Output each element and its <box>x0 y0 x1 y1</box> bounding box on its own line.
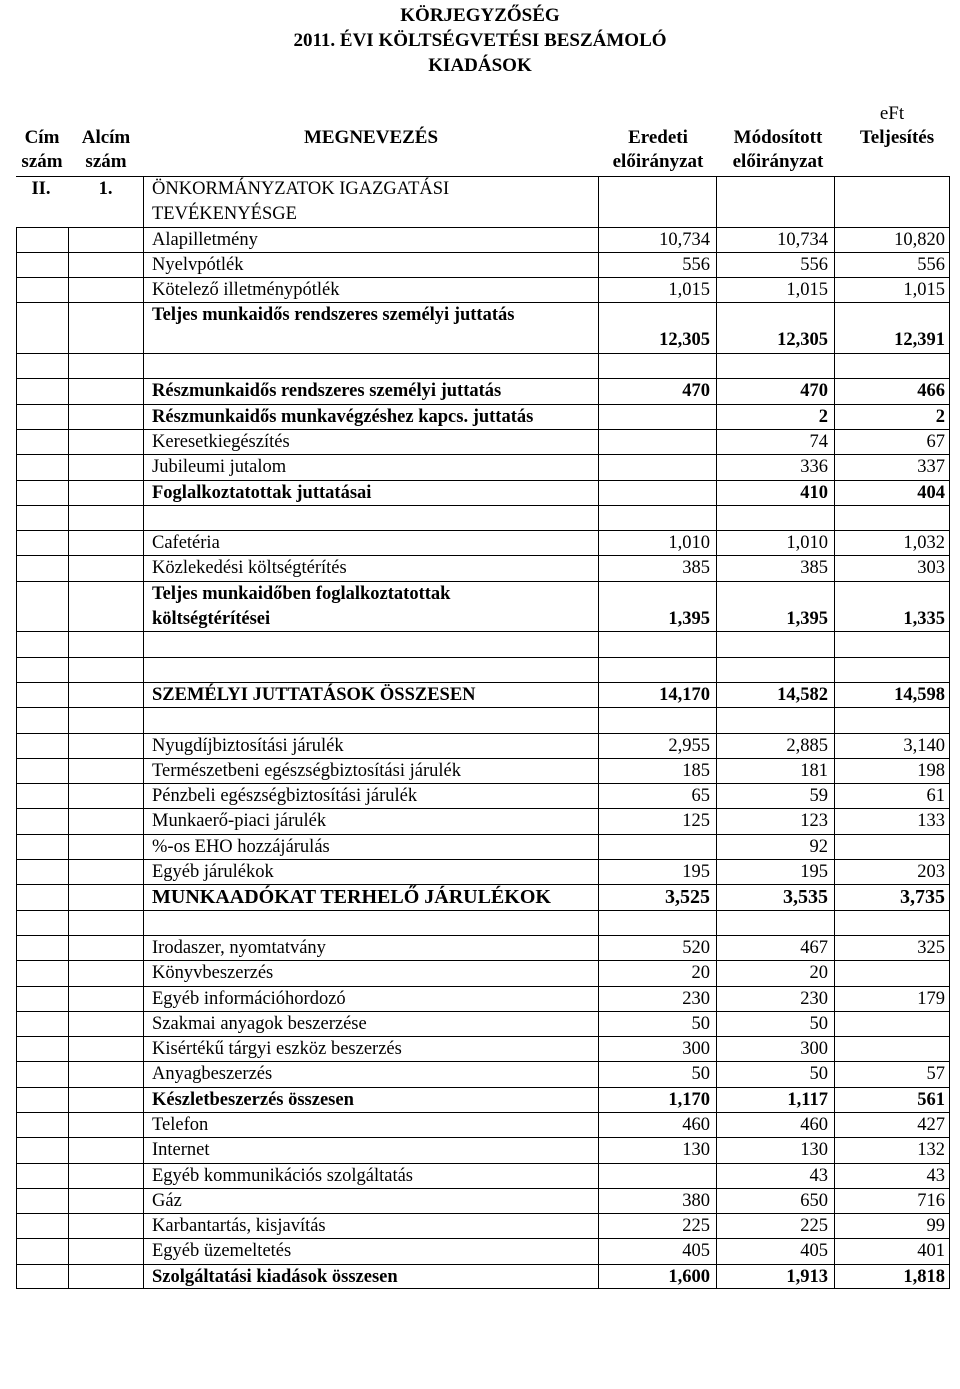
cell-modified: 336 <box>716 455 834 479</box>
table-row <box>16 1061 950 1086</box>
table-row <box>16 227 950 252</box>
cell-modified: 405 <box>716 1239 834 1263</box>
cell-cim <box>16 430 68 454</box>
cell-modified: 225 <box>716 1214 834 1238</box>
table-row <box>16 581 950 632</box>
cell-alcim <box>68 582 143 632</box>
cell-actual: 12,391 <box>834 303 950 353</box>
cell-original <box>598 911 716 935</box>
cell-cim <box>16 253 68 277</box>
cell-cim <box>16 658 68 682</box>
table-row <box>16 1087 950 1112</box>
cell-original <box>598 708 716 732</box>
cell-original <box>598 632 716 656</box>
cell-actual <box>834 632 950 656</box>
cell-actual: 14,598 <box>834 683 950 707</box>
cell-original: 1,010 <box>598 531 716 555</box>
table-row <box>16 404 950 429</box>
cell-original: 14,170 <box>598 683 716 707</box>
cell-actual: 2 <box>834 405 950 429</box>
cell-original: 405 <box>598 1239 716 1263</box>
table-row <box>16 378 950 403</box>
cell-alcim <box>68 379 143 403</box>
cell-cim <box>16 1164 68 1188</box>
cell-alcim <box>68 1037 143 1061</box>
cell-cim <box>16 1214 68 1238</box>
table-row <box>16 733 950 758</box>
cell-actual <box>834 1037 950 1061</box>
cell-cim <box>16 455 68 479</box>
cell-modified: 50 <box>716 1062 834 1086</box>
cell-alcim <box>68 1214 143 1238</box>
cell-actual: 1,335 <box>834 582 950 632</box>
cell-original: 12,305 <box>598 303 716 353</box>
cell-name: Pénzbeli egészségbiztosítási járulék <box>143 784 598 808</box>
cell-alcim <box>68 809 143 833</box>
cell-name: Egyéb üzemeltetés <box>143 1239 598 1263</box>
cell-modified: 12,305 <box>716 303 834 353</box>
table-row <box>16 505 950 530</box>
cell-cim <box>16 936 68 960</box>
cell-modified: 3,535 <box>716 885 834 909</box>
cell-actual: 43 <box>834 1164 950 1188</box>
cell-cim <box>16 911 68 935</box>
cell-modified: 130 <box>716 1138 834 1162</box>
cell-cim <box>16 759 68 783</box>
cell-cim <box>16 405 68 429</box>
cell-modified: 123 <box>716 809 834 833</box>
cell-actual: 466 <box>834 379 950 403</box>
cell-original: 65 <box>598 784 716 808</box>
cell-cim <box>16 379 68 403</box>
cell-alcim <box>68 278 143 302</box>
cell-name: Foglalkoztatottak juttatásai <box>143 481 598 505</box>
cell-alcim <box>68 835 143 859</box>
table-row <box>16 935 950 960</box>
table-row <box>16 657 950 682</box>
cell-original: 10,734 <box>598 228 716 252</box>
cell-name: Nyelvpótlék <box>143 253 598 277</box>
cell-original: 470 <box>598 379 716 403</box>
cell-actual: 3,735 <box>834 885 950 909</box>
cell-name: Egyéb járulékok <box>143 860 598 884</box>
cell-original <box>598 1164 716 1188</box>
cell-cim <box>16 1138 68 1162</box>
cell-alcim <box>68 759 143 783</box>
column-modified: Módosított előirányzat <box>732 127 824 172</box>
section-row <box>16 176 950 227</box>
cell-modified <box>716 506 834 530</box>
cell-original: 520 <box>598 936 716 960</box>
cell-cim <box>16 1012 68 1036</box>
cell-alcim <box>68 556 143 580</box>
cell-actual: 337 <box>834 455 950 479</box>
table-row <box>16 1213 950 1238</box>
table-row <box>16 1036 950 1061</box>
table-row <box>16 986 950 1011</box>
cell-cim <box>16 354 68 378</box>
cell-cim <box>16 303 68 353</box>
table-row <box>16 707 950 732</box>
cell-modified <box>716 632 834 656</box>
cell-name: Szolgáltatási kiadások összesen <box>143 1265 598 1288</box>
cell-name <box>143 632 598 656</box>
cell-actual <box>834 1012 950 1036</box>
cell-name: Kisértékű tárgyi eszköz beszerzés <box>143 1037 598 1061</box>
cell-name: Szakmai anyagok beszerzése <box>143 1012 598 1036</box>
table-row <box>16 960 950 985</box>
cell-modified: 74 <box>716 430 834 454</box>
table-row <box>16 1137 950 1162</box>
cell-name: Irodaszer, nyomtatvány <box>143 936 598 960</box>
cell-actual: 99 <box>834 1214 950 1238</box>
cell-alcim <box>68 506 143 530</box>
cell-alcim <box>68 430 143 454</box>
table-row <box>16 1238 950 1263</box>
cell-name: Egyéb információhordozó <box>143 987 598 1011</box>
cell-actual: 303 <box>834 556 950 580</box>
cell-modified: 385 <box>716 556 834 580</box>
table-row <box>16 910 950 935</box>
budget-table <box>16 176 950 1289</box>
cell-modified: 181 <box>716 759 834 783</box>
report-section: KIADÁSOK <box>428 55 532 76</box>
section-cim: II. <box>31 179 51 199</box>
cell-modified: 43 <box>716 1164 834 1188</box>
cell-alcim <box>68 961 143 985</box>
cell-name <box>143 354 598 378</box>
cell-cim <box>16 1239 68 1263</box>
cell-name <box>143 582 598 632</box>
cell-name: Gáz <box>143 1189 598 1213</box>
cell-actual: 198 <box>834 759 950 783</box>
cell-original: 1,170 <box>598 1088 716 1112</box>
cell-original <box>598 354 716 378</box>
cell-name <box>143 708 598 732</box>
cell-cim <box>16 987 68 1011</box>
cell-alcim <box>68 354 143 378</box>
cell-cim <box>16 734 68 758</box>
cell-modified: 195 <box>716 860 834 884</box>
cell-cim <box>16 1189 68 1213</box>
cell-cim <box>16 228 68 252</box>
cell-actual <box>834 506 950 530</box>
cell-alcim <box>68 860 143 884</box>
cell-modified: 92 <box>716 835 834 859</box>
cell-cim <box>16 1037 68 1061</box>
cell-alcim <box>68 1138 143 1162</box>
table-row <box>16 859 950 884</box>
report-title: KÖRJEGYZŐSÉG <box>400 5 560 26</box>
cell-modified: 20 <box>716 961 834 985</box>
cell-alcim <box>68 885 143 909</box>
cell-modified: 410 <box>716 481 834 505</box>
cell-actual: 10,820 <box>834 228 950 252</box>
cell-alcim <box>68 228 143 252</box>
cell-cim <box>16 860 68 884</box>
table-row <box>16 758 950 783</box>
cell-actual: 67 <box>834 430 950 454</box>
cell-original <box>598 658 716 682</box>
cell-original <box>598 430 716 454</box>
cell-actual: 716 <box>834 1189 950 1213</box>
cell-actual: 1,032 <box>834 531 950 555</box>
cell-name: Egyéb kommunikációs szolgáltatás <box>143 1164 598 1188</box>
cell-alcim <box>68 911 143 935</box>
cell-actual <box>834 835 950 859</box>
table-row <box>16 555 950 580</box>
cell-original: 230 <box>598 987 716 1011</box>
cell-actual: 203 <box>834 860 950 884</box>
cell-name: Teljes munkaidős rendszeres személyi juttatás <box>143 303 598 353</box>
cell-cim <box>16 1265 68 1288</box>
table-row <box>16 1011 950 1036</box>
cell-name: Cafetéria <box>143 531 598 555</box>
cell-modified <box>716 708 834 732</box>
cell-name: Kötelező illetménypótlék <box>143 278 598 302</box>
cell-alcim <box>68 1164 143 1188</box>
cell-name: Nyugdíjbiztosítási járulék <box>143 734 598 758</box>
cell-original: 460 <box>598 1113 716 1137</box>
cell-original <box>598 405 716 429</box>
cell-original: 380 <box>598 1189 716 1213</box>
cell-modified: 467 <box>716 936 834 960</box>
cell-actual: 132 <box>834 1138 950 1162</box>
cell-actual: 427 <box>834 1113 950 1137</box>
table-row <box>16 353 950 378</box>
cell-actual: 133 <box>834 809 950 833</box>
cell-modified: 1,395 <box>716 582 834 632</box>
cell-alcim <box>68 1062 143 1086</box>
cell-alcim <box>68 784 143 808</box>
cell-original <box>598 455 716 479</box>
cell-cim <box>16 885 68 909</box>
cell-alcim <box>68 405 143 429</box>
cell-actual: 1,015 <box>834 278 950 302</box>
table-row <box>16 834 950 859</box>
cell-cim <box>16 784 68 808</box>
cell-name: Részmunkaidős rendszeres személyi juttatás <box>143 379 598 403</box>
unit-label: eFt <box>879 103 905 124</box>
cell-original: 50 <box>598 1062 716 1086</box>
cell-original: 1,395 <box>598 582 716 632</box>
cell-name: MUNKAADÓKAT TERHELŐ JÁRULÉKOK <box>143 885 598 909</box>
cell-cim <box>16 531 68 555</box>
cell-actual: 179 <box>834 987 950 1011</box>
cell-cim <box>16 506 68 530</box>
table-row <box>16 682 950 707</box>
table-row <box>16 631 950 656</box>
cell-actual: 561 <box>834 1088 950 1112</box>
table-row <box>16 808 950 833</box>
cell-modified <box>716 658 834 682</box>
cell-actual <box>834 708 950 732</box>
cell-alcim <box>68 683 143 707</box>
column-original: Eredeti előirányzat <box>612 127 704 172</box>
cell-modified <box>716 354 834 378</box>
cell-alcim <box>68 658 143 682</box>
cell-actual: 556 <box>834 253 950 277</box>
cell-name-line: költségtérítései <box>152 608 271 629</box>
column-cim: Cím szám <box>21 127 63 172</box>
table-row <box>16 1112 950 1137</box>
cell-actual: 325 <box>834 936 950 960</box>
cell-alcim <box>68 1088 143 1112</box>
cell-cim <box>16 481 68 505</box>
cell-name: Készletbeszerzés összesen <box>143 1088 598 1112</box>
cell-name <box>143 506 598 530</box>
cell-original: 1,015 <box>598 278 716 302</box>
cell-alcim <box>68 455 143 479</box>
cell-modified: 2 <box>716 405 834 429</box>
cell-alcim <box>68 253 143 277</box>
cell-original: 195 <box>598 860 716 884</box>
cell-original: 556 <box>598 253 716 277</box>
cell-name <box>143 658 598 682</box>
cell-modified: 1,010 <box>716 531 834 555</box>
cell-actual <box>834 911 950 935</box>
cell-alcim <box>68 708 143 732</box>
cell-name: Könyvbeszerzés <box>143 961 598 985</box>
cell-original: 300 <box>598 1037 716 1061</box>
section-name: ÖNKORMÁNYZATOK IGAZGATÁSI TEVÉKENYÉSGE <box>143 177 598 227</box>
cell-alcim <box>68 936 143 960</box>
cell-alcim <box>68 481 143 505</box>
section-alcim: 1. <box>98 179 113 199</box>
cell-original <box>598 835 716 859</box>
table-row <box>16 277 950 302</box>
cell-modified: 460 <box>716 1113 834 1137</box>
cell-modified: 650 <box>716 1189 834 1213</box>
cell-actual: 1,818 <box>834 1265 950 1288</box>
table-row <box>16 454 950 479</box>
cell-original: 1,600 <box>598 1265 716 1288</box>
cell-original: 20 <box>598 961 716 985</box>
cell-original <box>598 481 716 505</box>
cell-name: Részmunkaidős munkavégzéshez kapcs. juttatás <box>143 405 598 429</box>
cell-original: 125 <box>598 809 716 833</box>
cell-original: 3,525 <box>598 885 716 909</box>
cell-cim <box>16 278 68 302</box>
cell-modified: 10,734 <box>716 228 834 252</box>
cell-modified: 1,913 <box>716 1265 834 1288</box>
cell-original: 130 <box>598 1138 716 1162</box>
cell-name: Közlekedési költségtérítés <box>143 556 598 580</box>
table-row <box>16 530 950 555</box>
cell-modified: 14,582 <box>716 683 834 707</box>
cell-original <box>598 506 716 530</box>
cell-modified <box>716 911 834 935</box>
cell-modified: 59 <box>716 784 834 808</box>
table-row <box>16 1188 950 1213</box>
cell-name: Telefon <box>143 1113 598 1137</box>
cell-cim <box>16 961 68 985</box>
cell-name: SZEMÉLYI JUTTATÁSOK ÖSSZESEN <box>143 683 598 707</box>
cell-modified: 230 <box>716 987 834 1011</box>
cell-modified: 1,117 <box>716 1088 834 1112</box>
cell-original: 50 <box>598 1012 716 1036</box>
table-row <box>16 783 950 808</box>
cell-name: Internet <box>143 1138 598 1162</box>
cell-alcim <box>68 531 143 555</box>
cell-modified: 1,015 <box>716 278 834 302</box>
cell-alcim <box>68 1189 143 1213</box>
cell-cim <box>16 556 68 580</box>
cell-cim <box>16 582 68 632</box>
cell-cim <box>16 683 68 707</box>
cell-name: Jubileumi jutalom <box>143 455 598 479</box>
cell-name-line: Teljes munkaidőben foglalkoztatottak <box>152 583 451 604</box>
cell-actual: 3,140 <box>834 734 950 758</box>
table-row <box>16 429 950 454</box>
cell-name: Keresetkiegészítés <box>143 430 598 454</box>
table-row <box>16 884 950 909</box>
cell-original: 225 <box>598 1214 716 1238</box>
cell-actual <box>834 961 950 985</box>
cell-alcim <box>68 632 143 656</box>
cell-modified: 470 <box>716 379 834 403</box>
cell-cim <box>16 632 68 656</box>
cell-modified: 50 <box>716 1012 834 1036</box>
cell-original: 385 <box>598 556 716 580</box>
cell-name: Karbantartás, kisjavítás <box>143 1214 598 1238</box>
cell-modified: 556 <box>716 253 834 277</box>
cell-name: %-os EHO hozzájárulás <box>143 835 598 859</box>
cell-cim <box>16 835 68 859</box>
cell-name: Természetbeni egészségbiztosítási járulék <box>143 759 598 783</box>
cell-actual <box>834 658 950 682</box>
cell-alcim <box>68 303 143 353</box>
table-row <box>16 1163 950 1188</box>
cell-actual <box>834 354 950 378</box>
cell-actual: 401 <box>834 1239 950 1263</box>
cell-cim <box>16 708 68 732</box>
cell-actual: 61 <box>834 784 950 808</box>
cell-cim <box>16 1113 68 1137</box>
cell-alcim <box>68 734 143 758</box>
column-actual: Teljesítés <box>859 127 935 148</box>
cell-alcim <box>68 1239 143 1263</box>
cell-name: Alapilletmény <box>143 228 598 252</box>
cell-alcim <box>68 1012 143 1036</box>
cell-actual: 57 <box>834 1062 950 1086</box>
cell-name <box>143 911 598 935</box>
column-header <box>0 126 960 176</box>
table-row <box>16 1264 950 1289</box>
report-subtitle: 2011. ÉVI KÖLTSÉGVETÉSI BESZÁMOLÓ <box>293 30 667 51</box>
cell-alcim <box>68 1113 143 1137</box>
cell-original: 185 <box>598 759 716 783</box>
column-name: MEGNEVEZÉS <box>303 127 439 148</box>
table-row <box>16 252 950 277</box>
cell-cim <box>16 1062 68 1086</box>
table-row <box>16 480 950 505</box>
cell-modified: 300 <box>716 1037 834 1061</box>
cell-actual: 404 <box>834 481 950 505</box>
cell-cim <box>16 809 68 833</box>
cell-alcim <box>68 1265 143 1288</box>
cell-alcim <box>68 987 143 1011</box>
cell-name: Munkaerő-piaci járulék <box>143 809 598 833</box>
cell-name: Anyagbeszerzés <box>143 1062 598 1086</box>
cell-cim <box>16 1088 68 1112</box>
cell-modified: 2,885 <box>716 734 834 758</box>
column-alcim: Alcím szám <box>81 127 131 172</box>
table-row <box>16 302 950 353</box>
cell-original: 2,955 <box>598 734 716 758</box>
